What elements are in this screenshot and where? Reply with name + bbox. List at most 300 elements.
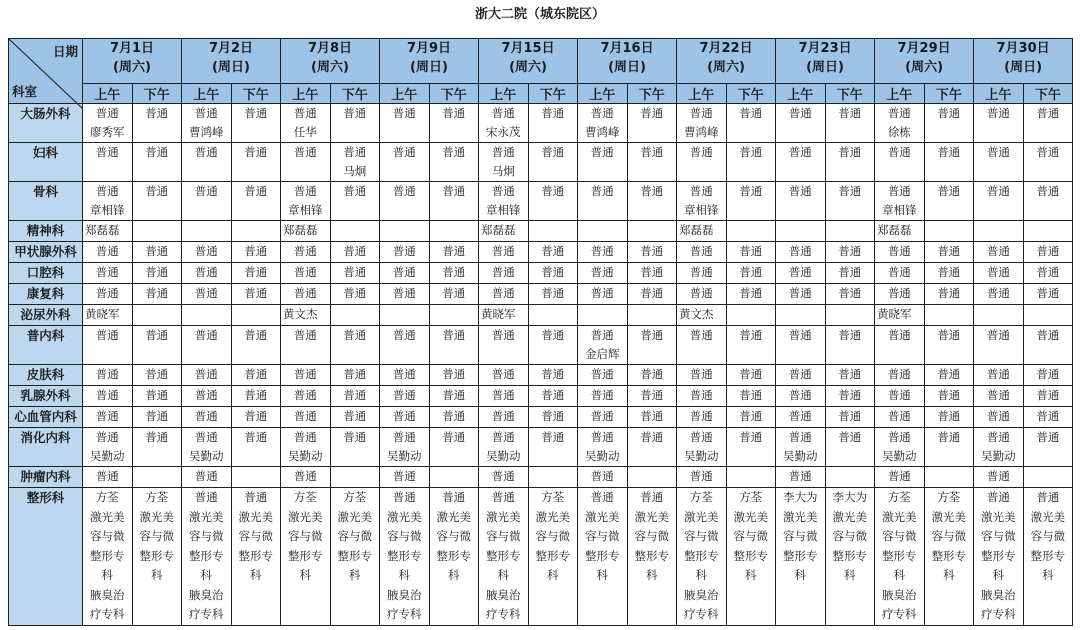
cell-text: 普通 章相锋	[684, 184, 719, 217]
afternoon-header: 下午	[528, 84, 578, 104]
schedule-cell	[330, 467, 380, 488]
cell-text: 普通 激光美 容与微 整形专 科 腋臭治 疗专科	[486, 490, 521, 621]
schedule-cell	[231, 182, 281, 221]
schedule-cell	[776, 305, 826, 326]
afternoon-header: 下午	[429, 84, 479, 104]
cell-text: 普通	[937, 184, 961, 198]
schedule-cell	[330, 263, 380, 284]
cell-text: 普通 激光美 容与微 整形专 科 腋臭治 疗专科	[981, 490, 1016, 621]
cell-text: 普通	[838, 367, 862, 381]
cell-text: 普通	[689, 244, 713, 258]
cell-text: 普通	[194, 244, 218, 258]
schedule-cell	[627, 263, 677, 284]
cell-text: 普通	[1036, 106, 1060, 120]
schedule-cell	[677, 242, 727, 263]
cell-text: 普通	[887, 367, 911, 381]
schedule-cell	[677, 386, 727, 407]
schedule-cell	[528, 467, 578, 488]
cell-text: 普通	[392, 409, 416, 423]
schedule-cell	[627, 488, 677, 626]
schedule-cell	[132, 407, 182, 428]
cell-text: 普通	[739, 409, 763, 423]
schedule-cell	[330, 386, 380, 407]
schedule-cell	[380, 104, 430, 143]
schedule-cell	[1023, 221, 1073, 242]
schedule-cell	[825, 104, 875, 143]
schedule-cell	[627, 221, 677, 242]
cell-text: 普通	[937, 145, 961, 159]
schedule-cell	[627, 305, 677, 326]
schedule-cell	[776, 182, 826, 221]
cell-text: 普通	[986, 184, 1010, 198]
schedule-cell	[726, 143, 776, 182]
afternoon-header: 下午	[132, 84, 182, 104]
schedule-cell	[231, 365, 281, 386]
afternoon-header: 下午	[330, 84, 380, 104]
schedule-cell	[380, 242, 430, 263]
cell-text: 普通	[293, 145, 317, 159]
schedule-cell	[281, 242, 331, 263]
schedule-cell	[528, 263, 578, 284]
schedule-cell	[627, 143, 677, 182]
cell-text: 普通	[887, 328, 911, 342]
date-header	[776, 39, 875, 84]
cell-text: 普通	[788, 145, 812, 159]
schedule-cell	[528, 242, 578, 263]
cell-text: 普通	[640, 265, 664, 279]
schedule-cell	[677, 428, 727, 467]
schedule-cell	[132, 182, 182, 221]
schedule-cell	[528, 386, 578, 407]
cell-text: 普通 章相锋	[486, 184, 521, 217]
cell-text: 普通	[95, 469, 119, 483]
cell-text: 普通 马炯	[491, 145, 515, 178]
cell-text: 普通	[640, 184, 664, 198]
schedule-table	[8, 38, 1073, 626]
cell-text: 普通	[640, 388, 664, 402]
schedule-cell	[974, 305, 1024, 326]
cell-text: 普通	[937, 430, 961, 444]
schedule-cell	[974, 326, 1024, 365]
schedule-cell	[924, 386, 974, 407]
cell-text: 普通	[590, 409, 614, 423]
afternoon-header: 下午	[627, 84, 677, 104]
schedule-cell	[924, 428, 974, 467]
cell-text: 普通	[491, 265, 515, 279]
cell-text: 普通 章相锋	[90, 184, 125, 217]
schedule-cell	[83, 407, 133, 428]
schedule-cell	[825, 182, 875, 221]
schedule-cell	[380, 326, 430, 365]
schedule-cell	[726, 182, 776, 221]
cell-text: 普通	[1036, 244, 1060, 258]
schedule-cell	[627, 467, 677, 488]
schedule-cell	[182, 407, 232, 428]
cell-text: 普通	[937, 106, 961, 120]
schedule-cell	[1023, 365, 1073, 386]
department-name: 康复科	[9, 284, 83, 305]
schedule-cell	[380, 428, 430, 467]
cell-text: 普通 吴勤动	[90, 430, 125, 463]
cell-text: 普通	[838, 265, 862, 279]
cell-text: 普通	[937, 367, 961, 381]
schedule-cell	[776, 143, 826, 182]
date-label: 7月2日	[208, 41, 254, 56]
cell-text: 普通	[689, 409, 713, 423]
schedule-cell	[726, 386, 776, 407]
cell-text: 普通	[590, 469, 614, 483]
schedule-cell	[528, 182, 578, 221]
schedule-cell	[825, 305, 875, 326]
cell-text: 普通	[937, 409, 961, 423]
cell-text: 普通	[640, 106, 664, 120]
date-header	[479, 39, 578, 84]
schedule-cell	[578, 305, 628, 326]
schedule-cell	[182, 182, 232, 221]
cell-text: 普通	[442, 286, 466, 300]
schedule-cell	[924, 143, 974, 182]
cell-text: 普通	[293, 328, 317, 342]
schedule-cell	[924, 488, 974, 626]
schedule-cell	[83, 386, 133, 407]
cell-text: 普通 激光美 容与微 整形专 科	[1030, 490, 1066, 582]
date-header	[182, 39, 281, 84]
cell-text: 普通	[343, 106, 367, 120]
schedule-cell	[528, 221, 578, 242]
schedule-cell	[1023, 407, 1073, 428]
schedule-cell	[627, 242, 677, 263]
schedule-cell	[528, 428, 578, 467]
schedule-cell	[528, 305, 578, 326]
schedule-cell	[83, 326, 133, 365]
schedule-cell	[627, 284, 677, 305]
schedule-cell	[429, 467, 479, 488]
schedule-cell	[528, 143, 578, 182]
schedule-cell	[825, 386, 875, 407]
cell-text: 普通 曹鸿峰	[684, 106, 719, 139]
schedule-cell	[83, 305, 133, 326]
cell-text: 普通 吴勤动	[486, 430, 521, 463]
schedule-cell	[578, 221, 628, 242]
schedule-cell	[281, 182, 331, 221]
cell-text: 普通	[590, 244, 614, 258]
schedule-cell	[1023, 284, 1073, 305]
weekday-label: (周六)	[509, 60, 547, 75]
cell-text: 普通	[986, 328, 1010, 342]
date-header	[578, 39, 677, 84]
cell-text: 黄晓军	[481, 307, 516, 321]
schedule-cell	[1023, 263, 1073, 284]
cell-text: 普通	[788, 106, 812, 120]
schedule-cell	[132, 326, 182, 365]
schedule-cell	[231, 284, 281, 305]
cell-text: 普通 激光美 容与微 整形专 科	[585, 490, 620, 582]
cell-text: 方荃 激光美 容与微 整形专 科 腋臭治 疗专科	[684, 490, 719, 621]
cell-text: 普通	[95, 145, 119, 159]
cell-text: 普通	[541, 430, 565, 444]
table-row	[9, 284, 1073, 305]
cell-text: 普通	[887, 388, 911, 402]
schedule-cell	[875, 221, 925, 242]
schedule-cell	[677, 305, 727, 326]
cell-text: 普通	[244, 367, 268, 381]
cell-text: 普通	[937, 286, 961, 300]
schedule-cell	[1023, 305, 1073, 326]
schedule-cell	[132, 428, 182, 467]
schedule-cell	[132, 365, 182, 386]
cell-text: 普通	[838, 184, 862, 198]
cell-text: 普通 马炯	[343, 145, 367, 178]
cell-text: 普通	[244, 145, 268, 159]
cell-text: 普通	[95, 409, 119, 423]
cell-text: 普通	[95, 286, 119, 300]
department-name: 口腔科	[9, 263, 83, 284]
schedule-cell	[281, 428, 331, 467]
cell-text: 普通	[442, 430, 466, 444]
cell-text: 普通	[788, 388, 812, 402]
schedule-cell	[578, 428, 628, 467]
schedule-cell	[776, 467, 826, 488]
cell-text: 普通	[838, 286, 862, 300]
schedule-cell	[132, 284, 182, 305]
cell-text: 普通	[95, 328, 119, 342]
schedule-cell	[1023, 143, 1073, 182]
schedule-cell	[182, 284, 232, 305]
schedule-cell	[330, 242, 380, 263]
cell-text: 普通	[838, 328, 862, 342]
schedule-cell	[380, 386, 430, 407]
cell-text: 普通	[1036, 430, 1060, 444]
date-label: 7月16日	[600, 41, 654, 56]
cell-text: 普通	[689, 469, 713, 483]
schedule-cell	[974, 143, 1024, 182]
schedule-cell	[627, 104, 677, 143]
schedule-cell	[83, 104, 133, 143]
cell-text: 普通	[937, 265, 961, 279]
schedule-cell	[776, 104, 826, 143]
cell-text: 普通	[986, 388, 1010, 402]
schedule-cell	[281, 365, 331, 386]
morning-header: 上午	[974, 84, 1024, 104]
schedule-cell	[528, 326, 578, 365]
date-label: 7月1日	[109, 41, 155, 56]
table-row	[9, 263, 1073, 284]
schedule-cell	[974, 488, 1024, 626]
table-row	[9, 488, 1073, 626]
cell-text: 普通	[442, 328, 466, 342]
schedule-cell	[330, 407, 380, 428]
cell-text: 普通	[739, 328, 763, 342]
schedule-cell	[875, 386, 925, 407]
date-label: 7月22日	[699, 41, 753, 56]
cell-text: 普通	[739, 184, 763, 198]
schedule-cell	[231, 428, 281, 467]
schedule-cell	[776, 221, 826, 242]
schedule-cell	[726, 365, 776, 386]
cell-text: 普通	[590, 388, 614, 402]
schedule-cell	[479, 305, 529, 326]
schedule-cell	[231, 488, 281, 626]
cell-text: 普通	[541, 265, 565, 279]
schedule-cell	[726, 488, 776, 626]
schedule-cell	[281, 263, 331, 284]
schedule-cell	[231, 305, 281, 326]
schedule-cell	[83, 263, 133, 284]
cell-text: 普通	[491, 469, 515, 483]
cell-text: 普通	[145, 328, 169, 342]
cell-text: 普通	[293, 409, 317, 423]
table-row	[9, 407, 1073, 428]
cell-text: 普通	[145, 244, 169, 258]
schedule-cell	[479, 284, 529, 305]
date-label: 7月9日	[406, 41, 452, 56]
cell-text: 方荃 激光美 容与微 整形专 科	[535, 490, 570, 582]
cell-text: 普通	[491, 328, 515, 342]
cell-text: 普通	[689, 145, 713, 159]
cell-text: 普通	[392, 367, 416, 381]
schedule-cell	[380, 284, 430, 305]
cell-text: 普通 徐栋	[887, 106, 911, 139]
morning-header: 上午	[380, 84, 430, 104]
cell-text: 普通	[640, 328, 664, 342]
schedule-cell	[83, 365, 133, 386]
cell-text: 郑磊磊	[877, 223, 912, 237]
schedule-cell	[825, 143, 875, 182]
schedule-cell	[726, 467, 776, 488]
cell-text: 普通 吴勤动	[585, 430, 620, 463]
schedule-cell	[528, 104, 578, 143]
schedule-cell	[726, 221, 776, 242]
schedule-cell	[479, 428, 529, 467]
cell-text: 普通	[491, 244, 515, 258]
cell-text: 普通	[986, 367, 1010, 381]
schedule-cell	[281, 488, 331, 626]
schedule-cell	[726, 263, 776, 284]
schedule-cell	[380, 305, 430, 326]
schedule-cell	[528, 365, 578, 386]
schedule-cell	[776, 284, 826, 305]
schedule-cell	[429, 386, 479, 407]
schedule-cell	[330, 488, 380, 626]
cell-text: 普通	[788, 409, 812, 423]
schedule-cell	[578, 284, 628, 305]
schedule-cell	[281, 221, 331, 242]
schedule-cell	[132, 263, 182, 284]
cell-text: 普通	[838, 388, 862, 402]
cell-text: 普通	[541, 106, 565, 120]
schedule-cell	[231, 221, 281, 242]
cell-text: 普通	[293, 265, 317, 279]
cell-text: 普通	[95, 367, 119, 381]
schedule-cell	[429, 428, 479, 467]
cell-text: 普通	[293, 469, 317, 483]
cell-text: 普通	[739, 367, 763, 381]
schedule-cell	[924, 305, 974, 326]
afternoon-header: 下午	[924, 84, 974, 104]
cell-text: 普通	[689, 388, 713, 402]
cell-text: 普通 章相锋	[288, 184, 323, 217]
cell-text: 普通	[689, 328, 713, 342]
cell-text: 普通	[739, 145, 763, 159]
department-name: 肿瘤内科	[9, 467, 83, 488]
cell-text: 普通	[1036, 265, 1060, 279]
cell-text: 普通	[937, 328, 961, 342]
cell-text: 普通	[244, 106, 268, 120]
schedule-cell	[429, 407, 479, 428]
schedule-cell	[1023, 386, 1073, 407]
cell-text: 普通	[244, 388, 268, 402]
schedule-cell	[924, 182, 974, 221]
cell-text: 普通	[442, 388, 466, 402]
schedule-cell	[281, 326, 331, 365]
schedule-cell	[182, 242, 232, 263]
cell-text: 普通	[145, 430, 169, 444]
schedule-cell	[627, 365, 677, 386]
schedule-cell	[380, 143, 430, 182]
schedule-cell	[627, 428, 677, 467]
schedule-cell	[825, 428, 875, 467]
cell-text: 普通	[343, 328, 367, 342]
cell-text: 普通 章相锋	[882, 184, 917, 217]
schedule-cell	[627, 407, 677, 428]
schedule-cell	[231, 326, 281, 365]
cell-text: 普通	[244, 286, 268, 300]
department-name: 骨科	[9, 182, 83, 221]
schedule-cell	[182, 428, 232, 467]
cell-text: 普通	[838, 145, 862, 159]
cell-text: 普通	[442, 244, 466, 258]
schedule-cell	[132, 386, 182, 407]
schedule-cell	[479, 242, 529, 263]
schedule-cell	[578, 242, 628, 263]
schedule-cell	[231, 242, 281, 263]
schedule-cell	[1023, 242, 1073, 263]
table-row	[9, 365, 1073, 386]
cell-text: 普通	[194, 367, 218, 381]
cell-text: 普通 吴勤动	[981, 430, 1016, 463]
cell-text: 普通	[1036, 409, 1060, 423]
cell-text: 黄晓军	[85, 307, 120, 321]
cell-text: 普通	[442, 106, 466, 120]
schedule-cell	[875, 104, 925, 143]
cell-text: 普通	[244, 184, 268, 198]
date-label: 7月23日	[798, 41, 852, 56]
schedule-cell	[825, 263, 875, 284]
weekday-label: (周日)	[410, 60, 448, 75]
schedule-cell	[825, 407, 875, 428]
schedule-cell	[479, 143, 529, 182]
cell-text: 普通	[293, 388, 317, 402]
cell-text: 普通	[442, 409, 466, 423]
cell-text: 李大为 激光美 容与微 整形专 科	[832, 490, 868, 582]
schedule-cell	[825, 242, 875, 263]
cell-text: 普通	[392, 388, 416, 402]
cell-text: 普通	[838, 409, 862, 423]
schedule-cell	[677, 221, 727, 242]
cell-text: 普通	[788, 265, 812, 279]
cell-text: 方荃 激光美 容与微 整形专 科	[733, 490, 769, 582]
schedule-cell	[132, 488, 182, 626]
cell-text: 普通	[590, 286, 614, 300]
table-row	[9, 428, 1073, 467]
department-name: 皮肤科	[9, 365, 83, 386]
cell-text: 黄晓军	[877, 307, 912, 321]
schedule-cell	[528, 284, 578, 305]
schedule-cell	[875, 407, 925, 428]
schedule-cell	[1023, 488, 1073, 626]
schedule-cell	[825, 326, 875, 365]
cell-text: 普通	[541, 328, 565, 342]
